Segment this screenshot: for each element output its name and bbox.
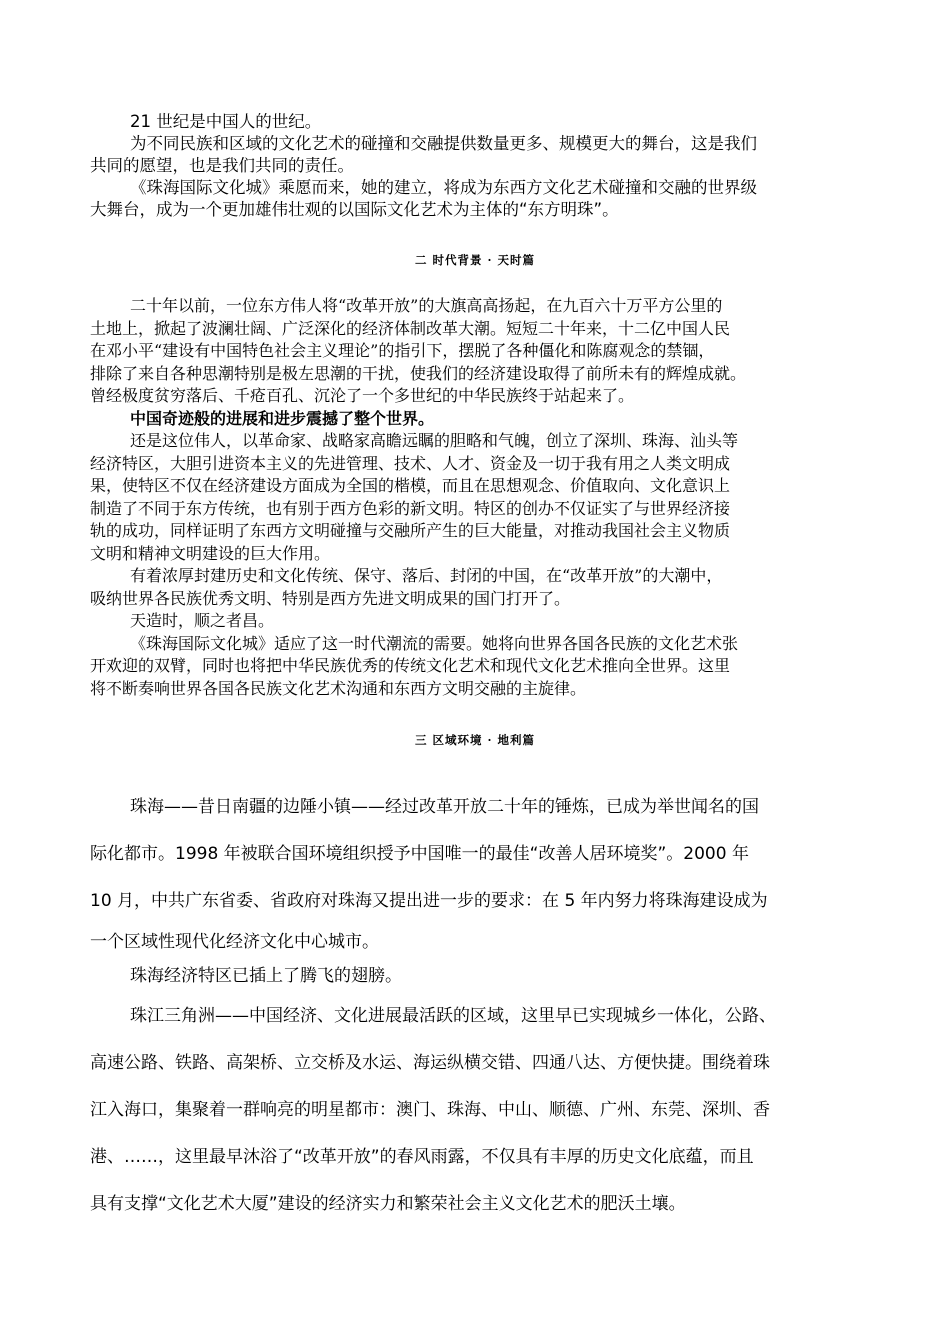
section-heading-3: 三 区域环境 · 地利篇 — [414, 733, 535, 747]
paragraph-line: 经济特区，大胆引进资本主义的先进管理、技术、人才、资金及一切于我有用之人类文明成 — [90, 453, 731, 473]
section-heading-2: 二 时代背景 · 天时篇 — [414, 253, 535, 267]
section-2-body — [90, 295, 870, 700]
paragraph-line: 吸纳世界各民族优秀文明、特别是西方先进文明成果的国门打开了。 — [90, 588, 571, 608]
paragraph-line: 在邓小平“建设有中国特色社会主义理论”的指引下，摆脱了各种僵化和陈腐观念的禁锢， — [90, 341, 715, 360]
paragraph-line: 二十年以前，一位东方伟人将“改革开放”的大旗高高扬起，在九百六十万平方公里的 — [130, 296, 723, 315]
paragraph-line: 天造时，顺之者昌。 — [130, 611, 275, 630]
paragraph-line: 曾经极度贫穷落后、千疮百孔、沉沦了一个多世纪的中华民族终于站起来了。 — [90, 386, 635, 405]
intro-line: 共同的愿望，也是我们共同的责任。 — [90, 156, 354, 175]
paragraph-line: 珠江三角洲——中国经济、文化进展最活跃的区域，这里早已实现城乡一体化，公路、 — [130, 1006, 776, 1026]
paragraph-line: 排除了来自各种思潮特别是极左思潮的干扰，使我们的经济建设取得了前所未有的辉煌成就。 — [90, 363, 747, 383]
bold-statement: 中国奇迹般的进展和进步震撼了整个世界。 — [130, 408, 435, 428]
paragraph-line: 开欢迎的双臂，同时也将把中华民族优秀的传统文化艺术和现代文化艺术推向全世界。这里 — [90, 656, 731, 675]
paragraph-line: 文明和精神文明建设的巨大作用。 — [90, 543, 331, 563]
paragraph-line: 珠海经济特区已插上了腾飞的翅膀。 — [130, 966, 402, 986]
paragraph-line: 珠海——昔日南疆的边陲小镇——经过改革开放二十年的锤炼，已成为举世闻名的国 — [130, 797, 759, 817]
section-3-body — [90, 784, 870, 1228]
paragraph-line: 轨的成功，同样证明了东西方文明碰撞与交融所产生的巨大能量，对推动我国社会主义物质 — [90, 521, 731, 540]
paragraph-line: 具有支撑“文化艺术大厦”建设的经济实力和繁荣社会主义文化艺术的肥沃土壤。 — [90, 1194, 686, 1214]
paragraph-line: 制造了不同于东方传统，也有别于西方色彩的新文明。特区的创办不仅证实了与世界经济接 — [90, 498, 731, 518]
paragraph-line: 有着浓厚封建历史和文化传统、保守、落后、封闭的中国，在“改革开放”的大潮中， — [130, 566, 723, 585]
paragraph-line: 土地上，掀起了波澜壮阔、广泛深化的经济体制改革大潮。短短二十年来，十二亿中国人民 — [90, 318, 731, 338]
paragraph-line: 际化都市。1998 年被联合国环境组织授予中国唯一的最佳“改善人居环境奖”。2000 年 — [90, 844, 749, 864]
intro-line: 《珠海国际文化城》乘愿而来，她的建立，将成为东西方文化艺术碰撞和交融的世界级 — [130, 178, 757, 197]
paragraph-line: 10 月，中共广东省委、省政府对珠海又提出进一步的要求：在 5 年内努力将珠海建设成为 — [90, 891, 768, 911]
paragraph-line: 港、……，这里最早沐浴了“改革开放”的春风雨露，不仅具有丰厚的历史文化底蕴，而且 — [90, 1147, 754, 1167]
paragraph-line: 将不断奏响世界各国各民族文化艺术沟通和东西方文明交融的主旋律。 — [90, 678, 587, 698]
paragraph-line: 江入海口，集聚着一群响亮的明星都市：澳门、珠海、中山、顺德、广州、东莞、深圳、香 — [90, 1100, 770, 1120]
paragraph-line: 高速公路、铁路、高架桥、立交桥及水运、海运纵横交错、四通八达、方便快捷。围绕着珠 — [90, 1053, 770, 1073]
paragraph-line: 果，使特区不仅在经济建设方面成为全国的楷模，而且在思想观念、价值取向、文化意识上 — [90, 476, 731, 495]
paragraph-line: 《珠海国际文化城》适应了这一时代潮流的需要。她将向世界各国各民族的文化艺术张 — [130, 633, 739, 653]
intro-line: 21 世纪是中国人的世纪。 — [130, 112, 322, 131]
intro-line: 为不同民族和区域的文化艺术的碰撞和交融提供数量更多、规模更大的舞台，这是我们 — [130, 134, 757, 153]
paragraph-line: 还是这位伟人，以革命家、战略家高瞻远瞩的胆略和气魄，创立了深圳、珠海、汕头等 — [130, 431, 739, 450]
paragraph-line: 一个区域性现代化经济文化中心城市。 — [90, 932, 379, 952]
intro-line: 大舞台，成为一个更加雄伟壮观的以国际文化艺术为主体的“东方明珠”。 — [90, 200, 619, 219]
intro-section — [90, 111, 870, 221]
